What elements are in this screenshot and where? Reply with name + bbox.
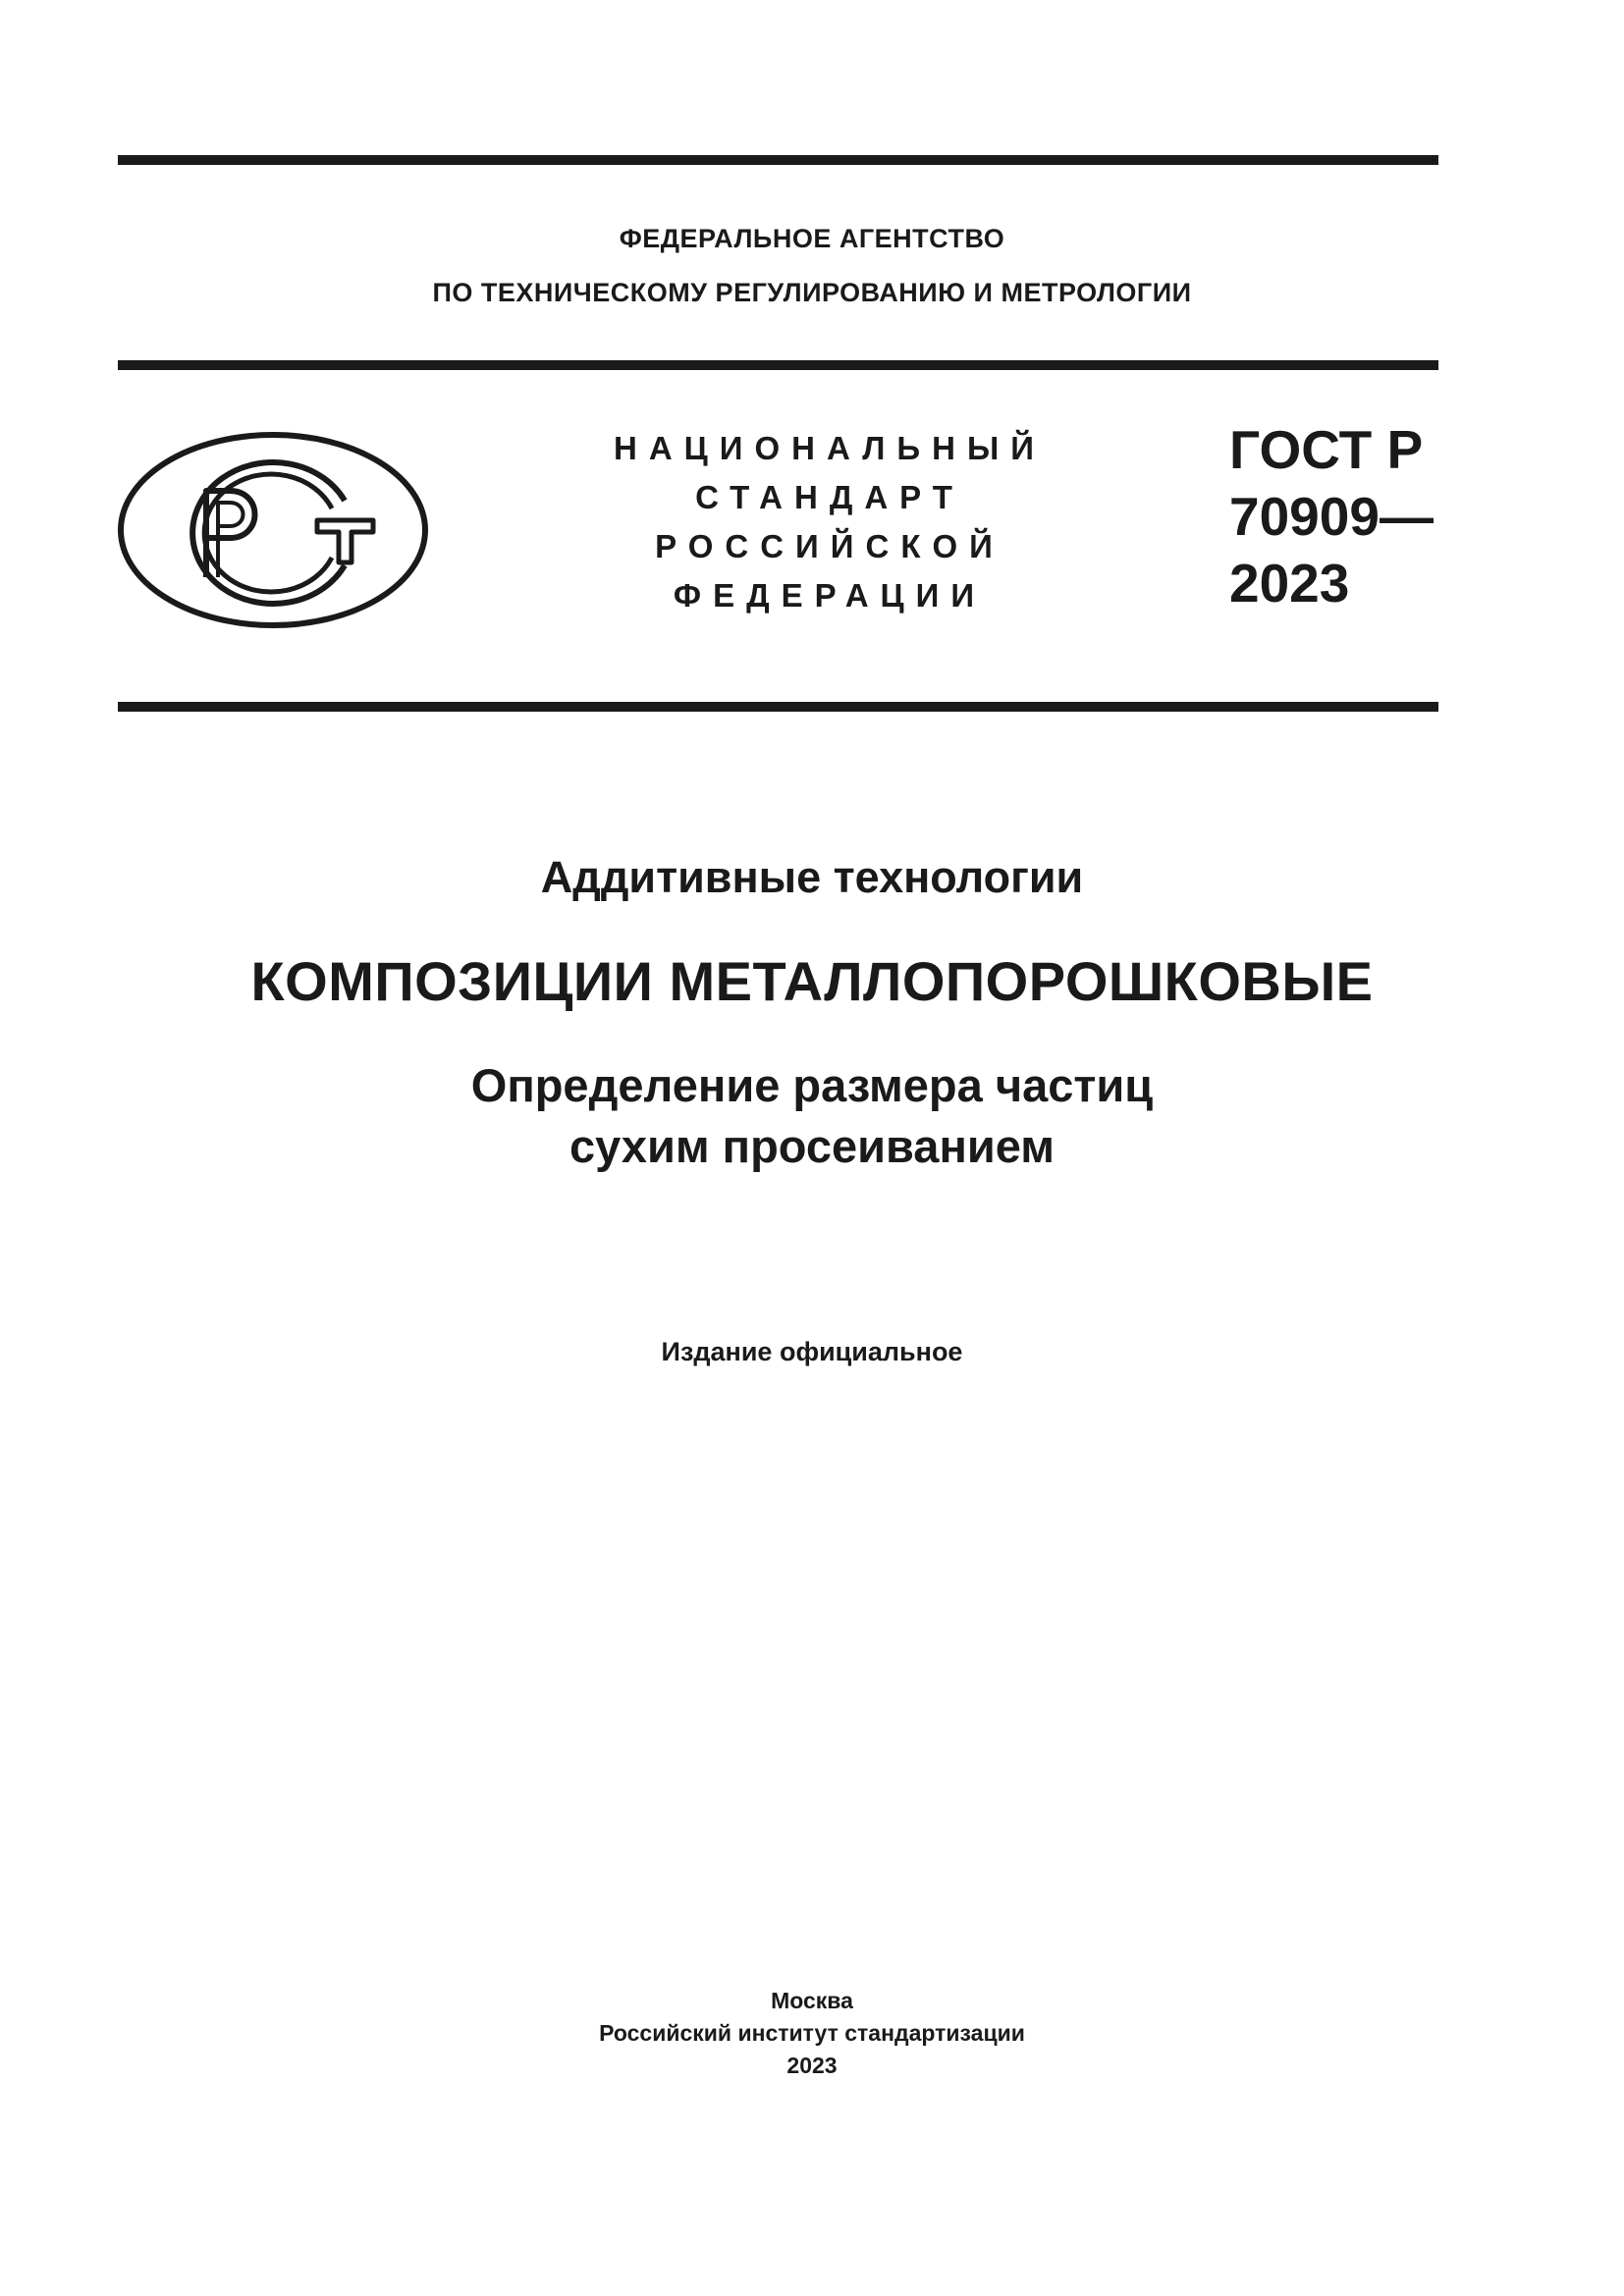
designation-line-2: 70909— <box>1229 486 1434 547</box>
document-subtitle-line-2: сухим просеиванием <box>568 1120 1056 1172</box>
imprint-publisher: Российский институт стандартизации <box>599 2020 1025 2046</box>
national-line-1: НАЦИОНАЛЬНЫЙ <box>614 430 1046 466</box>
document-subtitle-line-1: Определение размера частиц <box>470 1059 1154 1111</box>
standard-block-bottom-rule <box>118 702 1438 712</box>
national-standard-label <box>599 424 1060 620</box>
header-bottom-rule <box>118 360 1438 370</box>
national-line-2: СТАНДАРТ <box>695 479 964 515</box>
designation-line-1: ГОСТ Р <box>1229 419 1424 480</box>
edition-label: Издание официальное <box>661 1337 963 1366</box>
agency-name-line-2: ПО ТЕХНИЧЕСКОМУ РЕГУЛИРОВАНИЮ И МЕТРОЛОГИИ <box>432 278 1192 307</box>
rst-gost-emblem-icon <box>116 430 430 631</box>
document-title: КОМПОЗИЦИИ МЕТАЛЛОПОРОШКОВЫЕ <box>250 950 1374 1012</box>
designation-line-3: 2023 <box>1229 553 1350 614</box>
top-rule <box>118 155 1438 165</box>
imprint-city: Москва <box>771 1988 853 2013</box>
national-line-3: РОССИЙСКОЙ <box>655 528 1004 564</box>
document-subject: Аддитивные технологии <box>540 852 1084 902</box>
agency-name-line-1: ФЕДЕРАЛЬНОЕ АГЕНТСТВО <box>619 224 1005 253</box>
national-line-4: ФЕДЕРАЦИИ <box>673 577 987 614</box>
standard-designation <box>1229 416 1434 616</box>
imprint-year: 2023 <box>786 2053 838 2078</box>
